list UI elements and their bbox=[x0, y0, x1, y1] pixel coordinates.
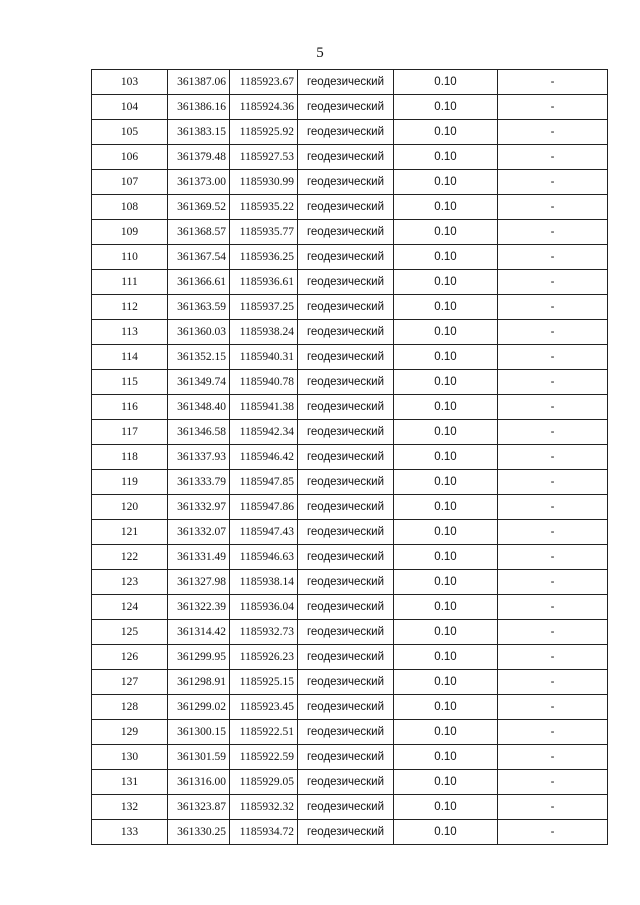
x-coordinate-cell: 361369.52 bbox=[168, 195, 230, 220]
point-number-cell: 112 bbox=[92, 295, 168, 320]
y-coordinate-cell: 1185932.73 bbox=[230, 620, 298, 645]
point-number-cell: 117 bbox=[92, 420, 168, 445]
note-cell: - bbox=[498, 695, 608, 720]
note-cell: - bbox=[498, 670, 608, 695]
table-row bbox=[92, 595, 608, 620]
x-coordinate-cell: 361386.16 bbox=[168, 95, 230, 120]
table-row bbox=[92, 95, 608, 120]
note-cell: - bbox=[498, 395, 608, 420]
y-coordinate-cell: 1185934.72 bbox=[230, 820, 298, 845]
accuracy-cell: 0.10 bbox=[394, 420, 498, 445]
table-row bbox=[92, 770, 608, 795]
method-cell: геодезический bbox=[298, 395, 394, 420]
method-cell: геодезический bbox=[298, 145, 394, 170]
note-cell: - bbox=[498, 820, 608, 845]
accuracy-cell: 0.10 bbox=[394, 170, 498, 195]
table-row bbox=[92, 745, 608, 770]
point-number-cell: 126 bbox=[92, 645, 168, 670]
accuracy-cell: 0.10 bbox=[394, 470, 498, 495]
point-number-cell: 104 bbox=[92, 95, 168, 120]
y-coordinate-cell: 1185926.23 bbox=[230, 645, 298, 670]
accuracy-cell: 0.10 bbox=[394, 70, 498, 95]
method-cell: геодезический bbox=[298, 770, 394, 795]
point-number-cell: 116 bbox=[92, 395, 168, 420]
method-cell: геодезический bbox=[298, 695, 394, 720]
table-row bbox=[92, 70, 608, 95]
method-cell: геодезический bbox=[298, 620, 394, 645]
point-number-cell: 107 bbox=[92, 170, 168, 195]
accuracy-cell: 0.10 bbox=[394, 570, 498, 595]
table-row bbox=[92, 120, 608, 145]
note-cell: - bbox=[498, 170, 608, 195]
point-number-cell: 123 bbox=[92, 570, 168, 595]
accuracy-cell: 0.10 bbox=[394, 370, 498, 395]
point-number-cell: 109 bbox=[92, 220, 168, 245]
y-coordinate-cell: 1185938.14 bbox=[230, 570, 298, 595]
y-coordinate-cell: 1185927.53 bbox=[230, 145, 298, 170]
table-row bbox=[92, 470, 608, 495]
method-cell: геодезический bbox=[298, 120, 394, 145]
accuracy-cell: 0.10 bbox=[394, 695, 498, 720]
x-coordinate-cell: 361332.97 bbox=[168, 495, 230, 520]
y-coordinate-cell: 1185924.36 bbox=[230, 95, 298, 120]
x-coordinate-cell: 361349.74 bbox=[168, 370, 230, 395]
note-cell: - bbox=[498, 420, 608, 445]
note-cell: - bbox=[498, 345, 608, 370]
point-number-cell: 119 bbox=[92, 470, 168, 495]
accuracy-cell: 0.10 bbox=[394, 295, 498, 320]
x-coordinate-cell: 361383.15 bbox=[168, 120, 230, 145]
note-cell: - bbox=[498, 795, 608, 820]
y-coordinate-cell: 1185925.92 bbox=[230, 120, 298, 145]
method-cell: геодезический bbox=[298, 195, 394, 220]
x-coordinate-cell: 361367.54 bbox=[168, 245, 230, 270]
accuracy-cell: 0.10 bbox=[394, 645, 498, 670]
note-cell: - bbox=[498, 245, 608, 270]
table-row bbox=[92, 345, 608, 370]
coordinates-table bbox=[91, 69, 608, 845]
point-number-cell: 124 bbox=[92, 595, 168, 620]
y-coordinate-cell: 1185936.61 bbox=[230, 270, 298, 295]
y-coordinate-cell: 1185930.99 bbox=[230, 170, 298, 195]
table-row bbox=[92, 195, 608, 220]
table-row bbox=[92, 820, 608, 845]
note-cell: - bbox=[498, 270, 608, 295]
accuracy-cell: 0.10 bbox=[394, 720, 498, 745]
page-number: 5 bbox=[316, 45, 324, 61]
table-row bbox=[92, 620, 608, 645]
accuracy-cell: 0.10 bbox=[394, 120, 498, 145]
y-coordinate-cell: 1185940.78 bbox=[230, 370, 298, 395]
point-number-cell: 130 bbox=[92, 745, 168, 770]
point-number-cell: 108 bbox=[92, 195, 168, 220]
point-number-cell: 122 bbox=[92, 545, 168, 570]
x-coordinate-cell: 361366.61 bbox=[168, 270, 230, 295]
x-coordinate-cell: 361332.07 bbox=[168, 520, 230, 545]
table-row bbox=[92, 695, 608, 720]
note-cell: - bbox=[498, 295, 608, 320]
accuracy-cell: 0.10 bbox=[394, 195, 498, 220]
y-coordinate-cell: 1185923.67 bbox=[230, 70, 298, 95]
note-cell: - bbox=[498, 745, 608, 770]
note-cell: - bbox=[498, 545, 608, 570]
x-coordinate-cell: 361330.25 bbox=[168, 820, 230, 845]
coordinates-table-body bbox=[92, 70, 608, 845]
note-cell: - bbox=[498, 595, 608, 620]
accuracy-cell: 0.10 bbox=[394, 395, 498, 420]
table-row bbox=[92, 170, 608, 195]
table-row bbox=[92, 545, 608, 570]
accuracy-cell: 0.10 bbox=[394, 320, 498, 345]
x-coordinate-cell: 361316.00 bbox=[168, 770, 230, 795]
method-cell: геодезический bbox=[298, 795, 394, 820]
x-coordinate-cell: 361346.58 bbox=[168, 420, 230, 445]
method-cell: геодезический bbox=[298, 420, 394, 445]
x-coordinate-cell: 361298.91 bbox=[168, 670, 230, 695]
method-cell: геодезический bbox=[298, 470, 394, 495]
method-cell: геодезический bbox=[298, 170, 394, 195]
note-cell: - bbox=[498, 220, 608, 245]
accuracy-cell: 0.10 bbox=[394, 145, 498, 170]
method-cell: геодезический bbox=[298, 670, 394, 695]
accuracy-cell: 0.10 bbox=[394, 345, 498, 370]
y-coordinate-cell: 1185929.05 bbox=[230, 770, 298, 795]
note-cell: - bbox=[498, 770, 608, 795]
table-row bbox=[92, 420, 608, 445]
accuracy-cell: 0.10 bbox=[394, 770, 498, 795]
method-cell: геодезический bbox=[298, 520, 394, 545]
point-number-cell: 121 bbox=[92, 520, 168, 545]
y-coordinate-cell: 1185936.04 bbox=[230, 595, 298, 620]
x-coordinate-cell: 361373.00 bbox=[168, 170, 230, 195]
note-cell: - bbox=[498, 195, 608, 220]
point-number-cell: 110 bbox=[92, 245, 168, 270]
x-coordinate-cell: 361368.57 bbox=[168, 220, 230, 245]
note-cell: - bbox=[498, 495, 608, 520]
table-row bbox=[92, 220, 608, 245]
note-cell: - bbox=[498, 470, 608, 495]
point-number-cell: 103 bbox=[92, 70, 168, 95]
table-row bbox=[92, 495, 608, 520]
x-coordinate-cell: 361300.15 bbox=[168, 720, 230, 745]
y-coordinate-cell: 1185922.59 bbox=[230, 745, 298, 770]
x-coordinate-cell: 361327.98 bbox=[168, 570, 230, 595]
table-row bbox=[92, 295, 608, 320]
accuracy-cell: 0.10 bbox=[394, 820, 498, 845]
accuracy-cell: 0.10 bbox=[394, 95, 498, 120]
note-cell: - bbox=[498, 320, 608, 345]
accuracy-cell: 0.10 bbox=[394, 795, 498, 820]
table-row bbox=[92, 670, 608, 695]
method-cell: геодезический bbox=[298, 270, 394, 295]
table-row bbox=[92, 795, 608, 820]
table-row bbox=[92, 370, 608, 395]
x-coordinate-cell: 361323.87 bbox=[168, 795, 230, 820]
x-coordinate-cell: 361322.39 bbox=[168, 595, 230, 620]
accuracy-cell: 0.10 bbox=[394, 670, 498, 695]
y-coordinate-cell: 1185946.42 bbox=[230, 445, 298, 470]
note-cell: - bbox=[498, 145, 608, 170]
point-number-cell: 125 bbox=[92, 620, 168, 645]
note-cell: - bbox=[498, 720, 608, 745]
table-row bbox=[92, 570, 608, 595]
point-number-cell: 133 bbox=[92, 820, 168, 845]
table-row bbox=[92, 145, 608, 170]
note-cell: - bbox=[498, 645, 608, 670]
method-cell: геодезический bbox=[298, 345, 394, 370]
accuracy-cell: 0.10 bbox=[394, 220, 498, 245]
method-cell: геодезический bbox=[298, 95, 394, 120]
x-coordinate-cell: 361352.15 bbox=[168, 345, 230, 370]
point-number-cell: 127 bbox=[92, 670, 168, 695]
y-coordinate-cell: 1185938.24 bbox=[230, 320, 298, 345]
accuracy-cell: 0.10 bbox=[394, 620, 498, 645]
accuracy-cell: 0.10 bbox=[394, 495, 498, 520]
y-coordinate-cell: 1185941.38 bbox=[230, 395, 298, 420]
y-coordinate-cell: 1185940.31 bbox=[230, 345, 298, 370]
accuracy-cell: 0.10 bbox=[394, 245, 498, 270]
x-coordinate-cell: 361379.48 bbox=[168, 145, 230, 170]
method-cell: геодезический bbox=[298, 720, 394, 745]
point-number-cell: 120 bbox=[92, 495, 168, 520]
y-coordinate-cell: 1185936.25 bbox=[230, 245, 298, 270]
note-cell: - bbox=[498, 70, 608, 95]
note-cell: - bbox=[498, 120, 608, 145]
point-number-cell: 129 bbox=[92, 720, 168, 745]
y-coordinate-cell: 1185946.63 bbox=[230, 545, 298, 570]
x-coordinate-cell: 361299.02 bbox=[168, 695, 230, 720]
point-number-cell: 113 bbox=[92, 320, 168, 345]
method-cell: геодезический bbox=[298, 445, 394, 470]
accuracy-cell: 0.10 bbox=[394, 445, 498, 470]
x-coordinate-cell: 361337.93 bbox=[168, 445, 230, 470]
x-coordinate-cell: 361387.06 bbox=[168, 70, 230, 95]
accuracy-cell: 0.10 bbox=[394, 270, 498, 295]
method-cell: геодезический bbox=[298, 320, 394, 345]
method-cell: геодезический bbox=[298, 220, 394, 245]
note-cell: - bbox=[498, 620, 608, 645]
method-cell: геодезический bbox=[298, 820, 394, 845]
x-coordinate-cell: 361348.40 bbox=[168, 395, 230, 420]
accuracy-cell: 0.10 bbox=[394, 745, 498, 770]
y-coordinate-cell: 1185923.45 bbox=[230, 695, 298, 720]
y-coordinate-cell: 1185947.85 bbox=[230, 470, 298, 495]
accuracy-cell: 0.10 bbox=[394, 595, 498, 620]
table-row bbox=[92, 445, 608, 470]
x-coordinate-cell: 361314.42 bbox=[168, 620, 230, 645]
x-coordinate-cell: 361333.79 bbox=[168, 470, 230, 495]
method-cell: геодезический bbox=[298, 370, 394, 395]
table-row bbox=[92, 720, 608, 745]
x-coordinate-cell: 361360.03 bbox=[168, 320, 230, 345]
table-row bbox=[92, 645, 608, 670]
method-cell: геодезический bbox=[298, 295, 394, 320]
note-cell: - bbox=[498, 445, 608, 470]
y-coordinate-cell: 1185925.15 bbox=[230, 670, 298, 695]
point-number-cell: 106 bbox=[92, 145, 168, 170]
y-coordinate-cell: 1185947.43 bbox=[230, 520, 298, 545]
y-coordinate-cell: 1185922.51 bbox=[230, 720, 298, 745]
table-row bbox=[92, 245, 608, 270]
method-cell: геодезический bbox=[298, 70, 394, 95]
point-number-cell: 131 bbox=[92, 770, 168, 795]
point-number-cell: 132 bbox=[92, 795, 168, 820]
point-number-cell: 114 bbox=[92, 345, 168, 370]
point-number-cell: 111 bbox=[92, 270, 168, 295]
y-coordinate-cell: 1185935.22 bbox=[230, 195, 298, 220]
point-number-cell: 115 bbox=[92, 370, 168, 395]
x-coordinate-cell: 361301.59 bbox=[168, 745, 230, 770]
method-cell: геодезический bbox=[298, 570, 394, 595]
x-coordinate-cell: 361331.49 bbox=[168, 545, 230, 570]
y-coordinate-cell: 1185942.34 bbox=[230, 420, 298, 445]
method-cell: геодезический bbox=[298, 495, 394, 520]
y-coordinate-cell: 1185935.77 bbox=[230, 220, 298, 245]
table-row bbox=[92, 395, 608, 420]
point-number-cell: 118 bbox=[92, 445, 168, 470]
x-coordinate-cell: 361363.59 bbox=[168, 295, 230, 320]
y-coordinate-cell: 1185937.25 bbox=[230, 295, 298, 320]
point-number-cell: 128 bbox=[92, 695, 168, 720]
table-row bbox=[92, 270, 608, 295]
method-cell: геодезический bbox=[298, 245, 394, 270]
accuracy-cell: 0.10 bbox=[394, 545, 498, 570]
method-cell: геодезический bbox=[298, 645, 394, 670]
note-cell: - bbox=[498, 370, 608, 395]
y-coordinate-cell: 1185932.32 bbox=[230, 795, 298, 820]
note-cell: - bbox=[498, 95, 608, 120]
note-cell: - bbox=[498, 570, 608, 595]
method-cell: геодезический bbox=[298, 595, 394, 620]
accuracy-cell: 0.10 bbox=[394, 520, 498, 545]
table-row bbox=[92, 520, 608, 545]
method-cell: геодезический bbox=[298, 745, 394, 770]
point-number-cell: 105 bbox=[92, 120, 168, 145]
x-coordinate-cell: 361299.95 bbox=[168, 645, 230, 670]
y-coordinate-cell: 1185947.86 bbox=[230, 495, 298, 520]
table-row bbox=[92, 320, 608, 345]
method-cell: геодезический bbox=[298, 545, 394, 570]
note-cell: - bbox=[498, 520, 608, 545]
